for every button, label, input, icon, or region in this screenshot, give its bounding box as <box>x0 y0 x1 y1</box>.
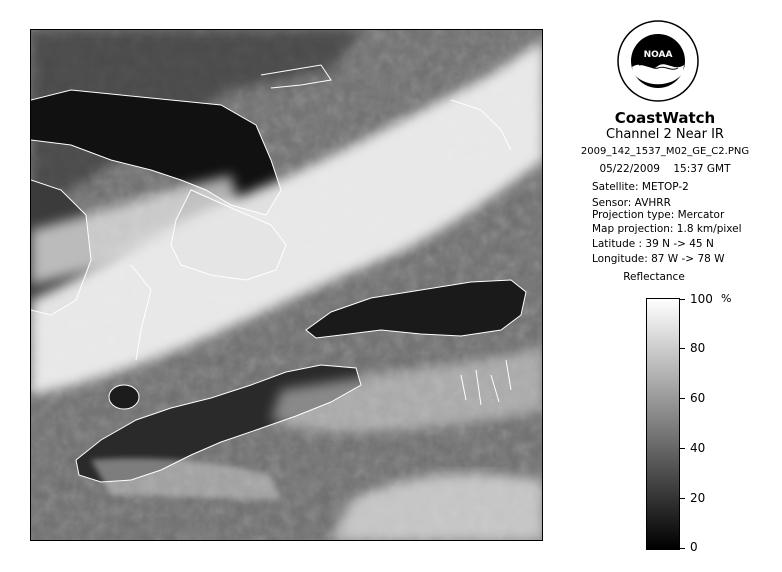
colorbar-tick <box>680 448 685 449</box>
colorbar-tick <box>680 548 685 549</box>
colorbar-tick-label: 80 <box>690 341 706 355</box>
colorbar-tick-label: 100 <box>690 292 713 306</box>
sensor-label: Sensor: AVHRR <box>592 197 671 209</box>
noaa-logo-text: NOAA <box>643 50 673 60</box>
colorbar-title: Reflectance <box>623 271 685 283</box>
projection-type-label: Projection type: Mercator <box>592 209 725 221</box>
colorbar-tick <box>680 348 685 349</box>
colorbar-tick <box>680 498 685 499</box>
channel-label: Channel 2 Near IR <box>606 127 724 142</box>
satellite-image-map <box>30 29 543 541</box>
acquisition-date: 05/22/2009 <box>599 163 660 175</box>
colorbar-tick <box>680 299 685 300</box>
latitude-label: Latitude : 39 N -> 45 N <box>592 238 714 250</box>
acquisition-datetime <box>560 163 770 175</box>
app-title: CoastWatch <box>614 109 716 127</box>
reflectance-colorbar <box>646 298 680 550</box>
image-filename: 2009_142_1537_M02_GE_C2.PNG <box>580 146 750 157</box>
colorbar-unit: % <box>721 292 732 305</box>
colorbar-tick-label: 60 <box>690 391 706 405</box>
acquisition-time: 15:37 GMT <box>673 163 731 175</box>
longitude-label: Longitude: 87 W -> 78 W <box>592 253 725 265</box>
colorbar-tick <box>680 398 685 399</box>
colorbar-tick-label: 20 <box>690 491 706 505</box>
map-projection-label: Map projection: 1.8 km/pixel <box>592 223 742 235</box>
colorbar-tick-label: 40 <box>690 441 706 455</box>
satellite-label: Satellite: METOP-2 <box>592 181 689 193</box>
colorbar-tick-label: 0 <box>690 540 698 554</box>
noaa-logo-svg <box>617 20 699 102</box>
satellite-image-svg <box>31 30 543 541</box>
noaa-logo <box>617 20 699 102</box>
